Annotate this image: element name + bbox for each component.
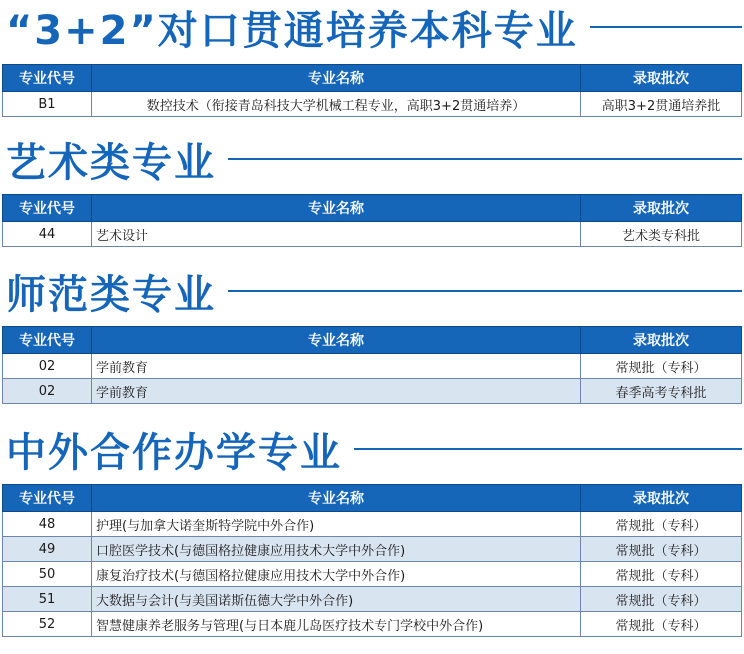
row-code: 02	[3, 354, 92, 379]
row-batch: 常规批（专科）	[581, 562, 742, 587]
row-code: 48	[3, 512, 92, 537]
row-name: 护理(与加拿大诺奎斯特学院中外合作)	[92, 512, 581, 537]
heading-rule	[228, 158, 742, 160]
header-name: 专业名称	[92, 195, 581, 222]
row-batch: 艺术类专科批	[581, 222, 742, 247]
row-batch: 常规批（专科）	[581, 587, 742, 612]
majors-table	[2, 326, 742, 404]
row-name: 学前教育	[92, 379, 581, 404]
heading-rule	[590, 26, 742, 28]
row-name: 康复治疗技术(与德国格拉健康应用技术大学中外合作)	[92, 562, 581, 587]
row-name: 学前教育	[92, 354, 581, 379]
table-row	[3, 537, 742, 562]
row-batch: 常规批（专科）	[581, 512, 742, 537]
header-code: 专业代号	[3, 485, 92, 512]
row-code: 49	[3, 537, 92, 562]
table-row	[3, 612, 742, 637]
header-code: 专业代号	[3, 327, 92, 354]
section-heading	[0, 136, 744, 186]
header-name: 专业名称	[92, 485, 581, 512]
majors-table	[2, 64, 742, 117]
row-name: 大数据与会计(与美国诺斯伍德大学中外合作)	[92, 587, 581, 612]
table-row	[3, 512, 742, 537]
table-row	[3, 92, 742, 117]
table-header-row	[3, 195, 742, 222]
row-batch: 常规批（专科）	[581, 612, 742, 637]
heading-rule	[354, 448, 742, 450]
row-code: 50	[3, 562, 92, 587]
section-title: 师范类专业	[6, 271, 216, 318]
majors-table	[2, 194, 742, 247]
section-heading	[0, 268, 744, 318]
header-code: 专业代号	[3, 65, 92, 92]
row-batch: 常规批（专科）	[581, 537, 742, 562]
row-code: B1	[3, 92, 92, 117]
table-header-row	[3, 485, 742, 512]
row-code: 51	[3, 587, 92, 612]
section-3plus2	[0, 4, 744, 117]
row-name: 数控技术（衔接青岛科技大学机械工程专业，高职3+2贯通培养）	[92, 92, 581, 117]
heading-rule	[228, 290, 742, 292]
section-heading	[0, 426, 744, 476]
majors-table	[2, 484, 742, 637]
row-name: 艺术设计	[92, 222, 581, 247]
row-code: 44	[3, 222, 92, 247]
row-code: 52	[3, 612, 92, 637]
table-row	[3, 379, 742, 404]
header-name: 专业名称	[92, 327, 581, 354]
table-row	[3, 222, 742, 247]
section-sino-foreign	[0, 426, 744, 637]
header-batch: 录取批次	[581, 65, 742, 92]
row-name: 口腔医学技术(与德国格拉健康应用技术大学中外合作)	[92, 537, 581, 562]
header-code: 专业代号	[3, 195, 92, 222]
table-row	[3, 562, 742, 587]
header-batch: 录取批次	[581, 195, 742, 222]
table-header-row	[3, 65, 742, 92]
section-teacher	[0, 268, 744, 404]
section-title: 中外合作办学专业	[6, 429, 342, 476]
row-batch: 春季高考专科批	[581, 379, 742, 404]
section-heading	[0, 4, 744, 54]
section-art	[0, 136, 744, 247]
row-name: 智慧健康养老服务与管理(与日本鹿儿岛医疗技术专门学校中外合作)	[92, 612, 581, 637]
header-batch: 录取批次	[581, 485, 742, 512]
header-name: 专业名称	[92, 65, 581, 92]
section-title: 艺术类专业	[6, 139, 216, 186]
row-batch: 常规批（专科）	[581, 354, 742, 379]
row-batch: 高职3+2贯通培养批	[581, 92, 742, 117]
section-title: “3+2”对口贯通培养本科专业	[6, 7, 578, 54]
row-code: 02	[3, 379, 92, 404]
header-batch: 录取批次	[581, 327, 742, 354]
table-header-row	[3, 327, 742, 354]
table-row	[3, 587, 742, 612]
table-row	[3, 354, 742, 379]
